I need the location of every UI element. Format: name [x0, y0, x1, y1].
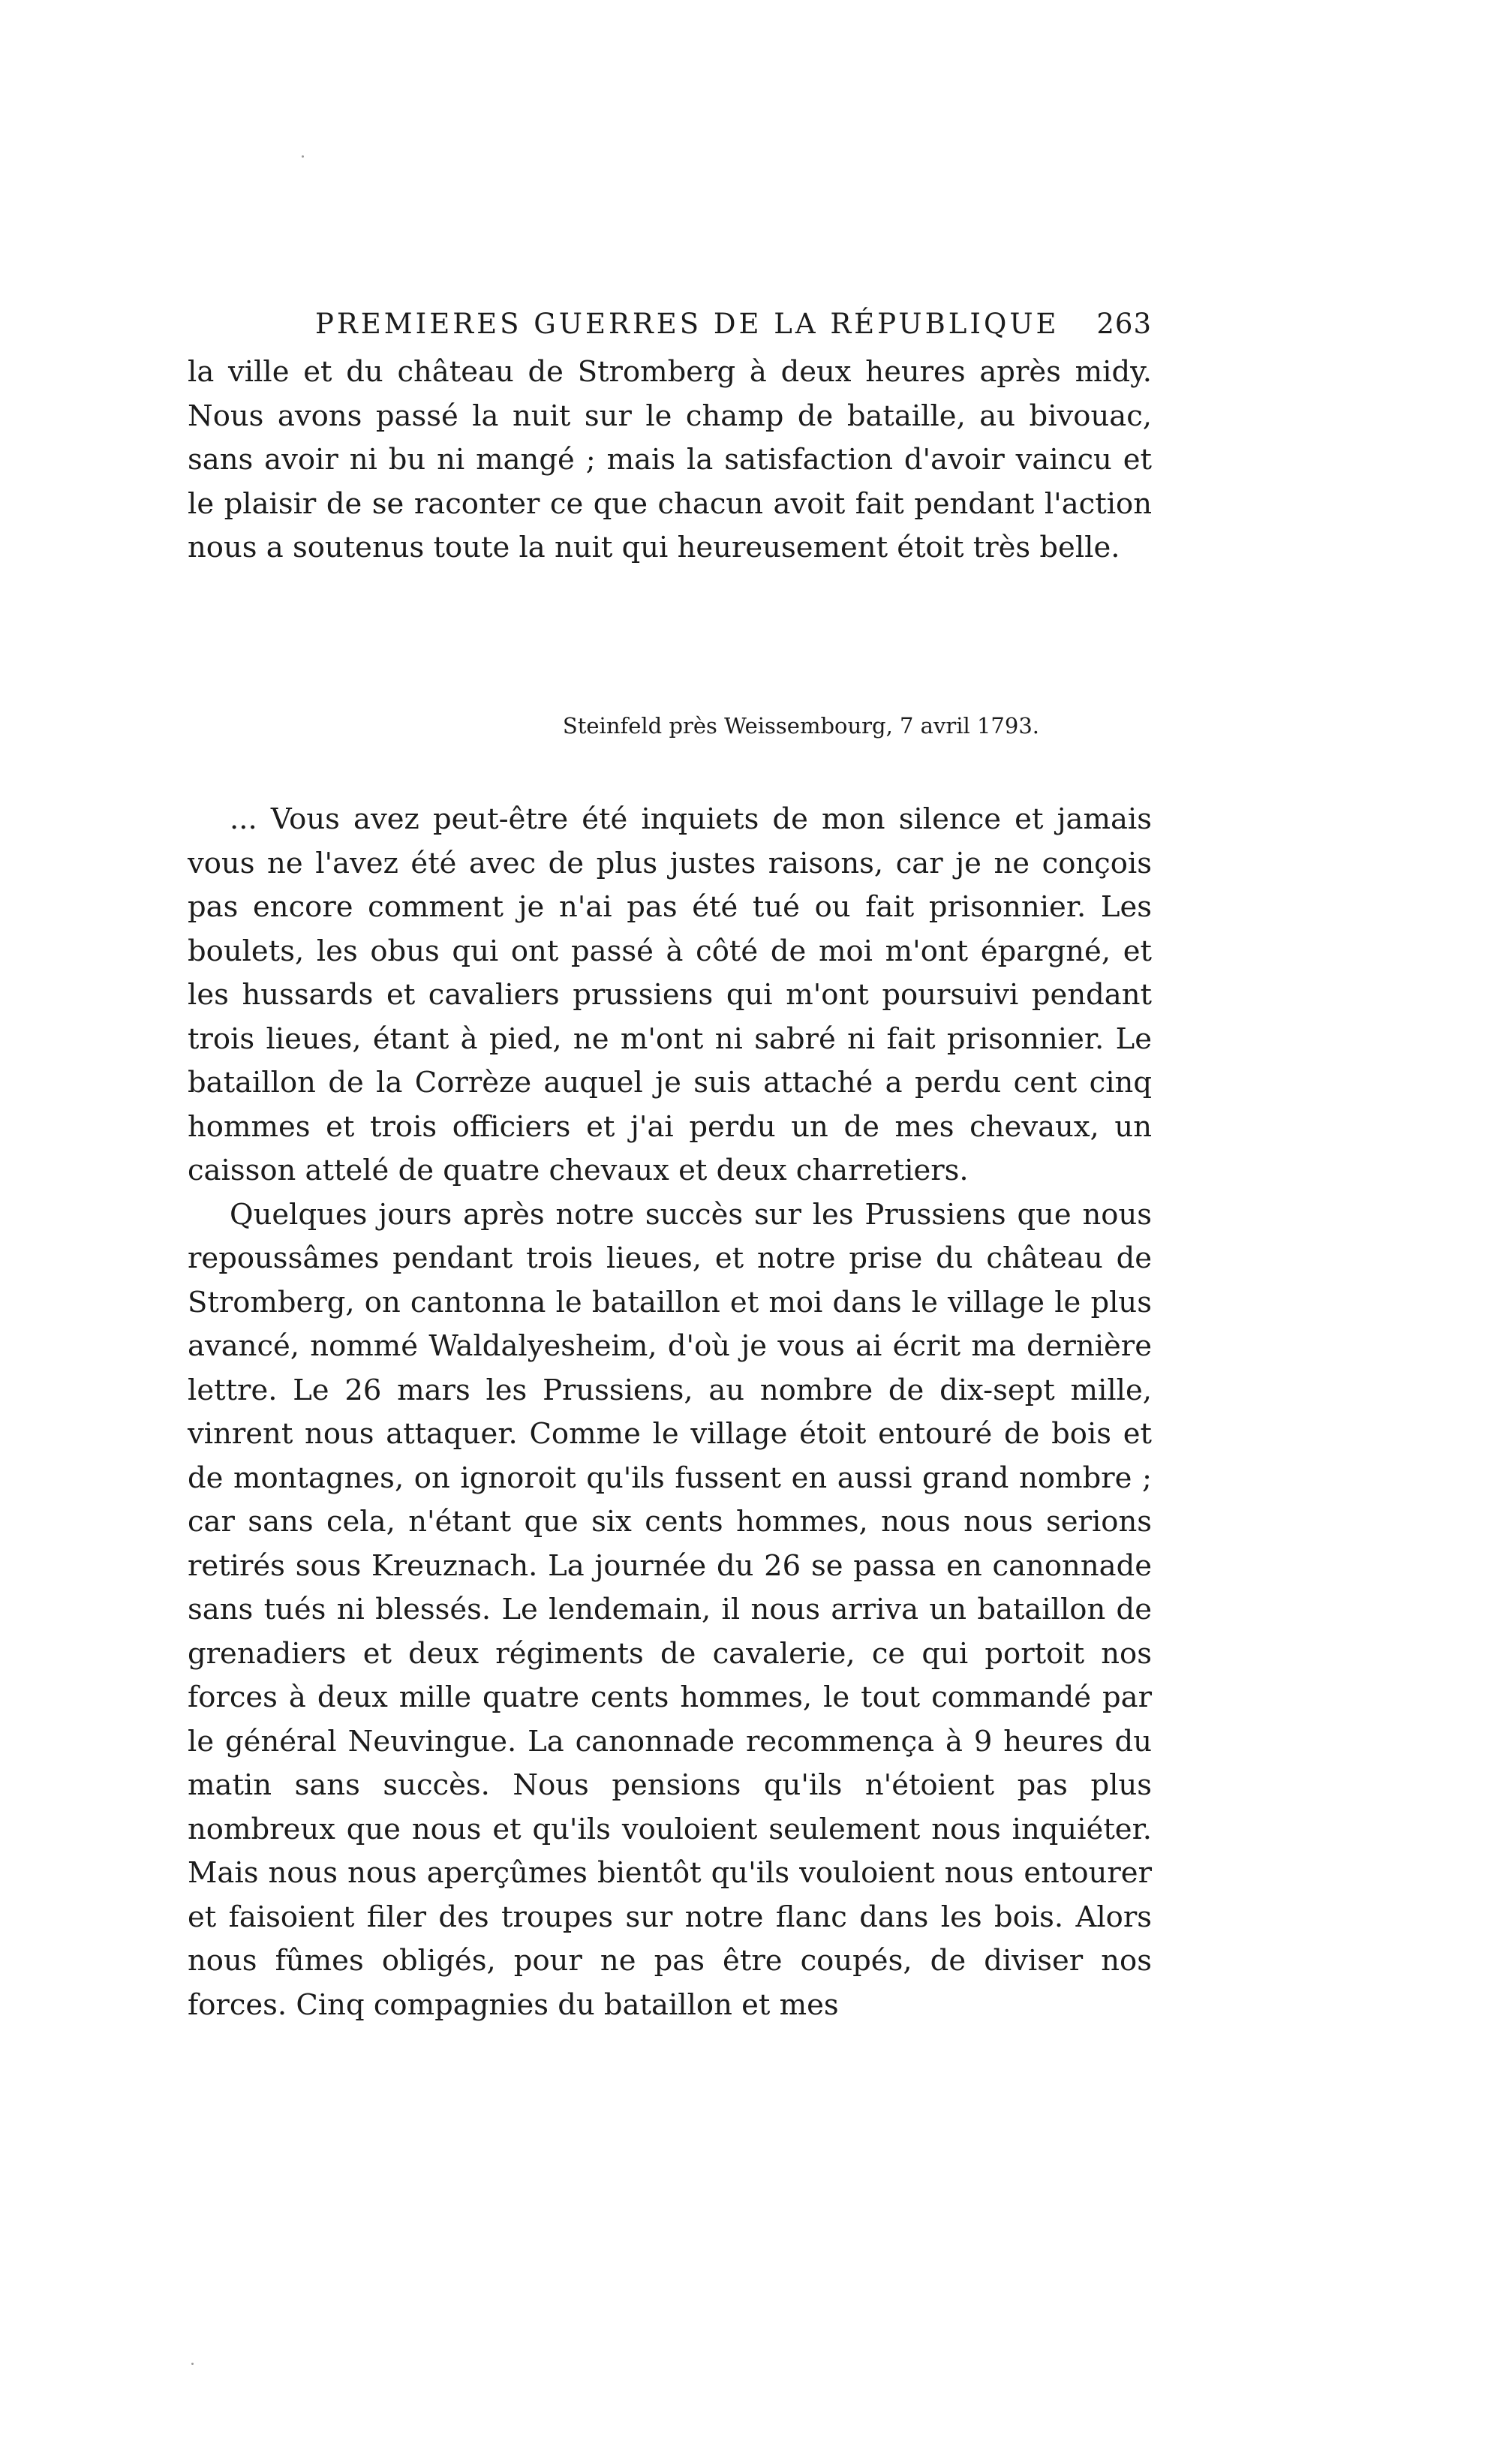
letter-paragraph: ... Vous avez peut-être été inquiets de mon silence et jamais vous ne l'avez été avec de plus justes raisons, car je ne conçois pas encore comment je n'ai pas été tué ou fait prisonnier. Les boulets, les obus qui ont passé à côté de moi m'ont épargné, et les hussards et cavaliers prussiens qui m'ont poursuivi pendant trois lieues, étant à pied, ne m'ont ni sabré ni fait prisonnier. Le bataillon de la Corrèze auquel je suis attaché a perdu cent cinq hommes et trois officiers et j'ai perdu un de mes chevaux, un caisson attelé de quatre chevaux et deux charretiers.: [188, 802, 1152, 1187]
continued-text: [188, 350, 1152, 570]
letter-paragraph: Quelques jours après notre succès sur les Prussiens que nous repoussâmes pendant trois lieues, et notre prise du château de Stromberg, on cantonna le bataillon et moi dans le village le plus avancé, nommé Waldalyesheim, d'où je vous ai écrit ma dernière lettre. Le 26 mars les Prussiens, au nombre de dix-sept mille, vinrent nous attaquer. Comme le village étoit entouré de bois et de montagnes, on ignoroit qu'ils fussent en aussi grand nombre ; car sans cela, n'étant que six cents hommes, nous nous serions retirés sous Kreuznach. La journée du 26 se passa en canonnade sans tués ni blessés. Le lendemain, il nous arriva un bataillon de grenadiers et deux régiments de cavalerie, ce qui portoit nos forces à deux mille quatre cents hommes, le tout commandé par le général Neuvingue. La canonnade recommença à 9 heures du matin sans succès. Nous pensions qu'ils n'étoient pas plus nombreux que nous et qu'ils vouloient seulement nous inquiéter. Mais nous nous aperçûmes bientôt qu'ils vouloient nous entourer et faisoient filer des troupes sur notre flanc dans les bois. Alors nous fûmes obligés, pour ne pas être coupés, de diviser nos forces. Cinq compagnies du bataillon et mes: [188, 1197, 1152, 2022]
running-title: PREMIERES GUERRES DE LA RÉPUBLIQUE: [315, 308, 1060, 340]
paper-speck: [302, 155, 304, 158]
page-number: 263: [1096, 308, 1152, 340]
body-paragraph: la ville et du château de Stromberg à deux heures après midy. Nous avons passé la nuit sur le champ de bataille, au bivouac, sans avoir ni bu ni mangé ; mais la satisfaction d'avoir vaincu et le plaisir de se raconter ce que chacun avoit fait pendant l'action nous a soutenus toute la nuit qui heureusement étoit très belle.: [188, 355, 1152, 564]
paper-speck: [191, 2363, 194, 2365]
letter-body: [188, 798, 1152, 2027]
letter-dateline: Steinfeld près Weissembourg, 7 avril 1793.: [562, 713, 1039, 739]
running-header: [315, 308, 1152, 353]
